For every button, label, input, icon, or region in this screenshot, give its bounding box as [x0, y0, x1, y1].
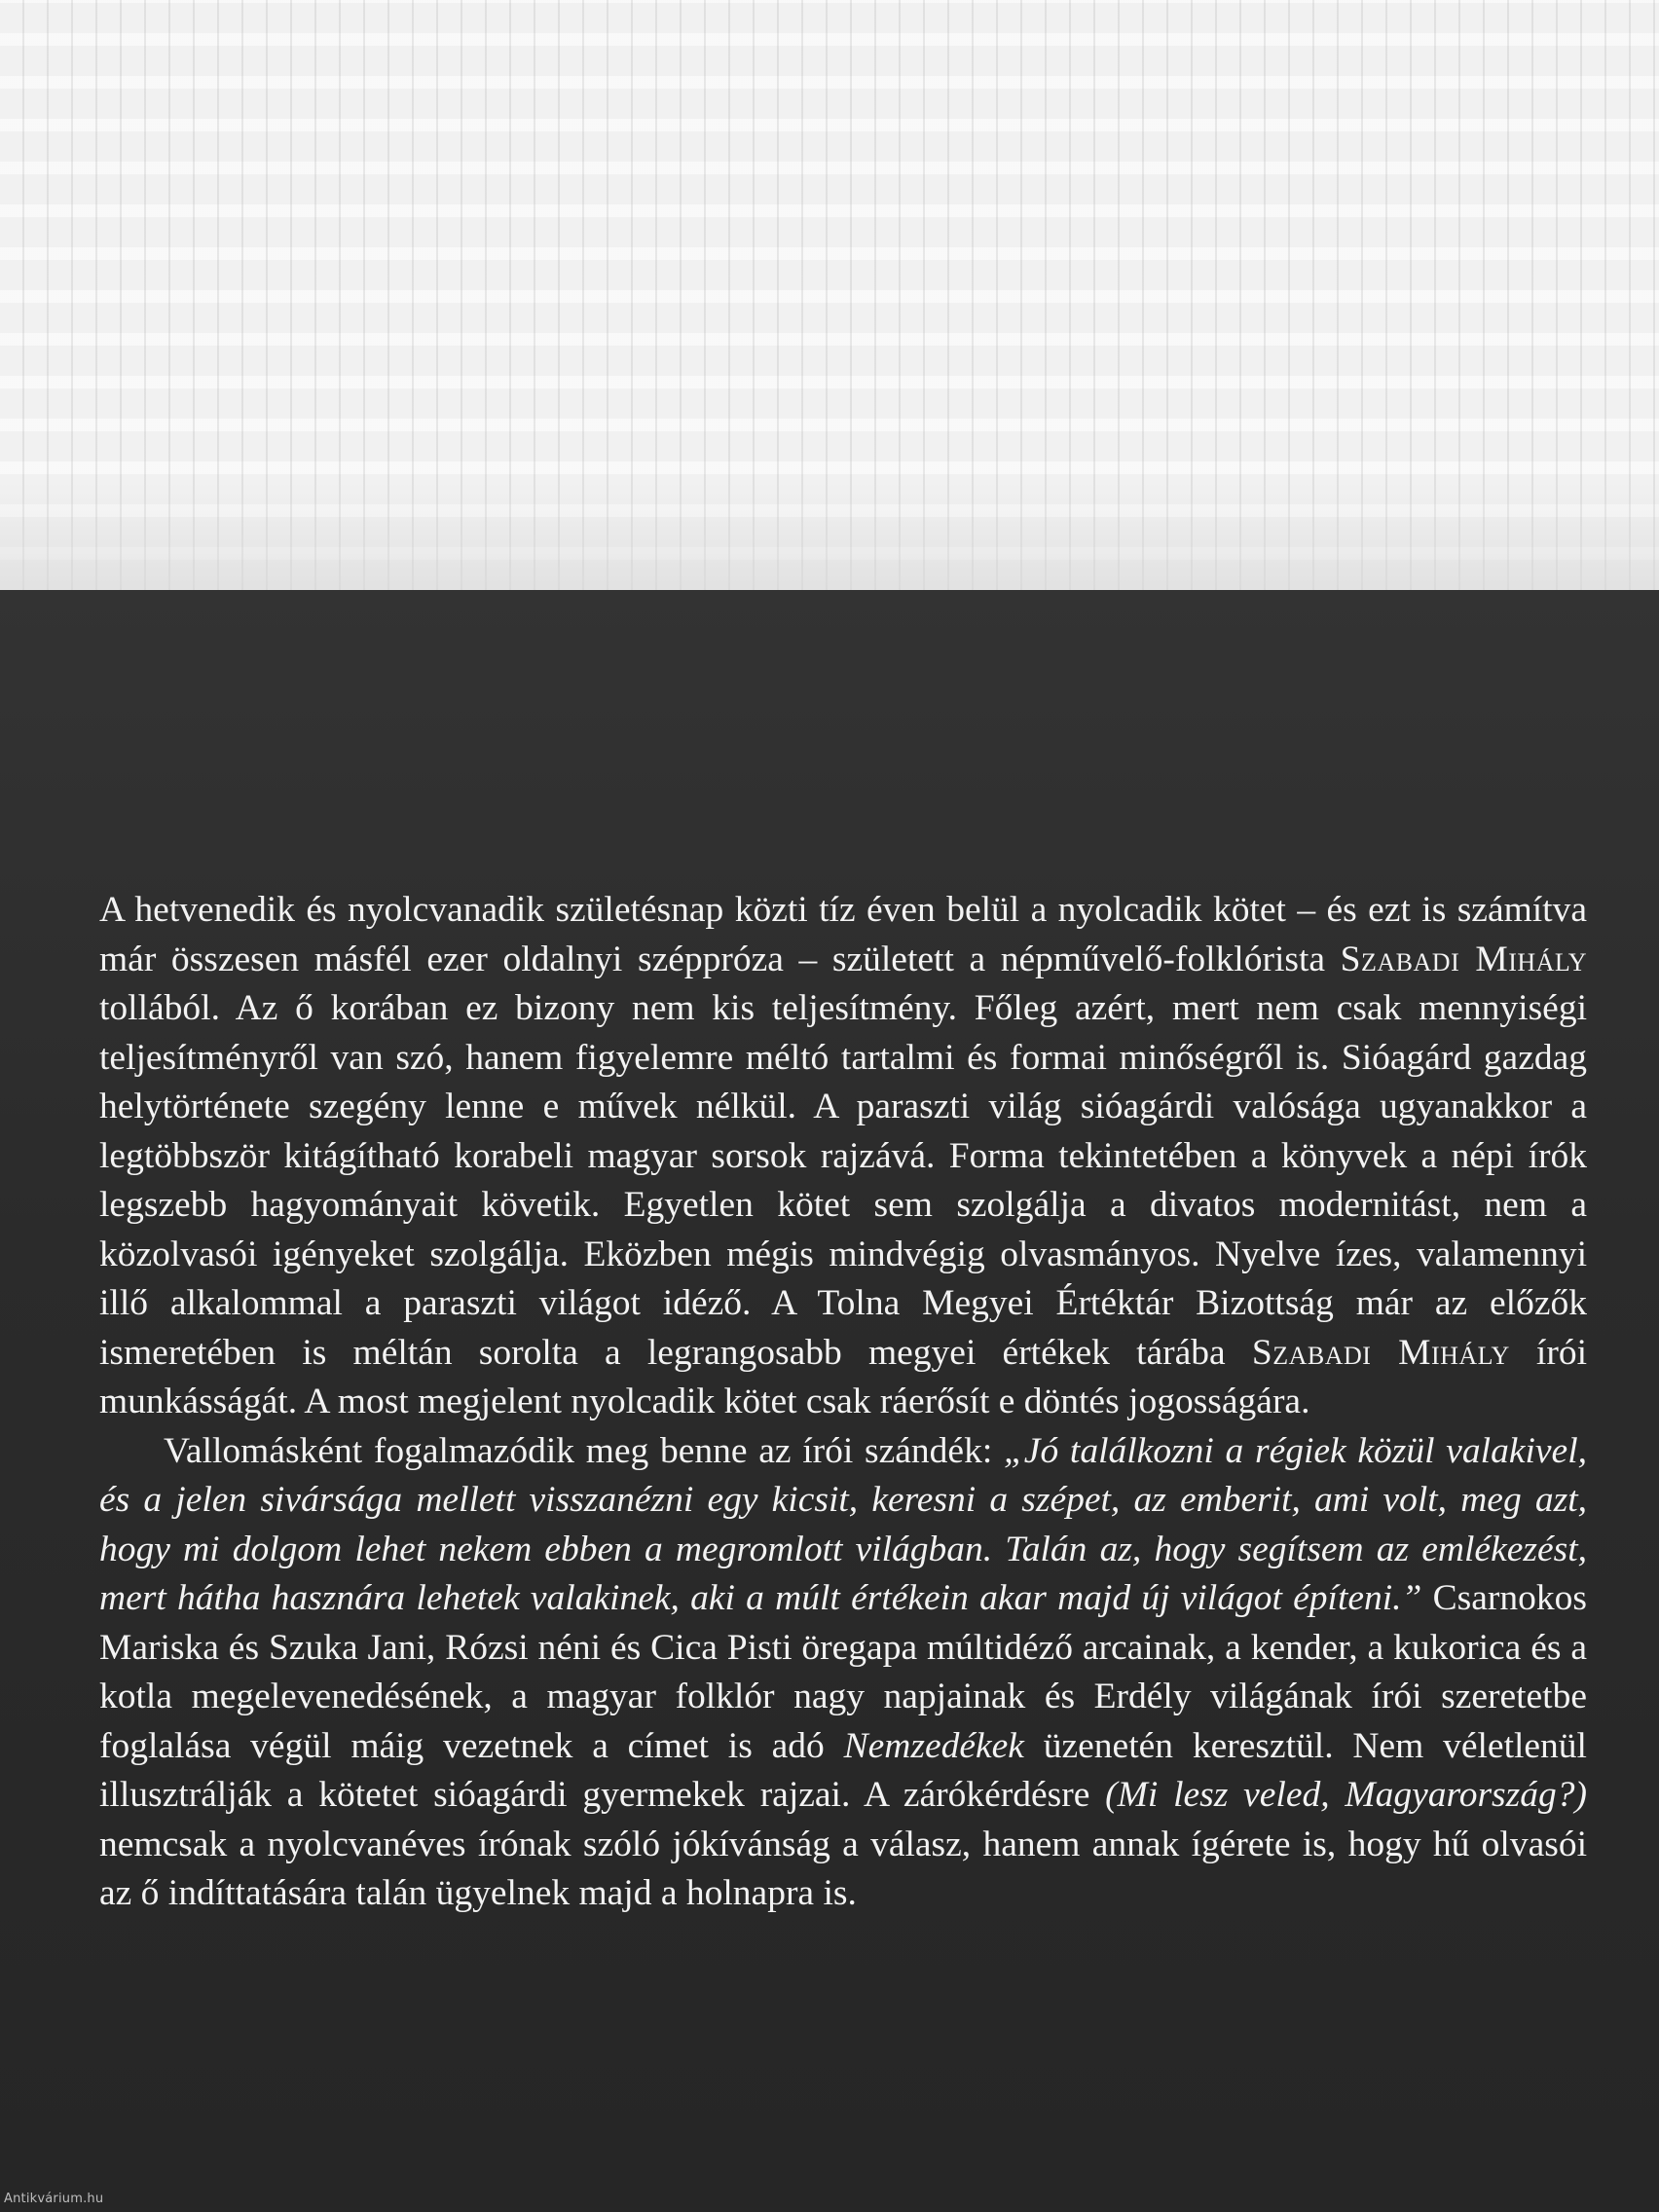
- blurb-paragraph-1: [99, 886, 1587, 1427]
- book-title: Nemzedékek: [843, 1725, 1024, 1766]
- author-quote: „Jó találkozni a régiek közül valakivel, és a jelen sivársága mellett visszanézni egy kicsit, keresni a szépet, az emberit, ami volt, meg azt, hogy mi dolgom lehet nekem ebben a megromlott világban. Talán az, hogy segítsem az emlékezést, mert hátha hasznára lehetek valakinek, aki a múlt értékein akar majd új világot építeni.”: [99, 1430, 1587, 1618]
- blurb-text: Vallomásként fogalmazódik meg benne az írói szándék:: [164, 1430, 1004, 1471]
- blurb-paragraph-2: [99, 1427, 1587, 1919]
- author-name: Szabadi Mihály: [1340, 939, 1587, 979]
- blurb-text: Csarnokos Mariska és Szuka Jani, Rózsi néni és Cica Pisti öregapa múltidéző arcainak, a kender, a kukorica és a kotla megelevenedésének, a magyar folklór nagy napjainak és Erdély világának írói szeretetbe foglalása végül máig vezetnek a címet is adó: [99, 1578, 1587, 1766]
- blurb-text: üzenetén keresztül. Nem véletlenül illusztrálják a kötetet sióagárdi gyermekek rajzai. A zárókérdésre: [99, 1725, 1587, 1815]
- blurb-text: írói munkásságát. A most megjelent nyolcadik kötet csak ráerősít e döntés jogosságára.: [99, 1332, 1587, 1421]
- blurb-text: tollából. Az ő korában ez bizony nem kis teljesítmény. Főleg azért, mert nem csak mennyiségi teljesítményről van szó, hanem figyelemre méltó tartalmi és formai minőségről is. Sióagárd gazdag helytörténete szegény lenne e művek nélkül. A paraszti világ sióagárdi valósága ugyanakkor a legtöbbször kitágítható korabeli magyar sorsok rajzává. Forma tekintetében a könyvek a népi írók legszebb hagyományait követik. Egyetlen kötet sem szolgálja a divatos modernitást, nem a közolvasói igényeket szolgálja. Eközben mégis mindvégig olvasmányos. Nyelve ízes, valamennyi illő alkalommal a paraszti világot idéző. A Tolna Megyei Értéktár Bizottság már az előzők ismeretében is méltán sorolta a legrangosabb megyei értékek tárába: [99, 988, 1587, 1373]
- paper-shadow: [0, 483, 1659, 590]
- blurb-text: nemcsak a nyolcvanéves írónak szóló jókívánság a válasz, hanem annak ígérete is, hogy hű olvasói az ő indíttatására talán ügyelnek majd a holnapra is.: [99, 1824, 1587, 1913]
- author-name: Szabadi Mihály: [1251, 1332, 1510, 1373]
- blurb-text: A hetvenedik és nyolcvanadik születésnap közti tíz éven belül a nyolcadik kötet – és ezt is számítva már összesen másfél ezer oldalnyi széppróza – született a népművelő-folklórista: [99, 890, 1587, 979]
- back-cover-blurb: [99, 886, 1587, 1919]
- closing-question: (Mi lesz veled, Magyarország?): [1105, 1775, 1587, 1815]
- paper-background: [0, 0, 1659, 590]
- watermark: Antikvárium.hu: [4, 2192, 104, 2206]
